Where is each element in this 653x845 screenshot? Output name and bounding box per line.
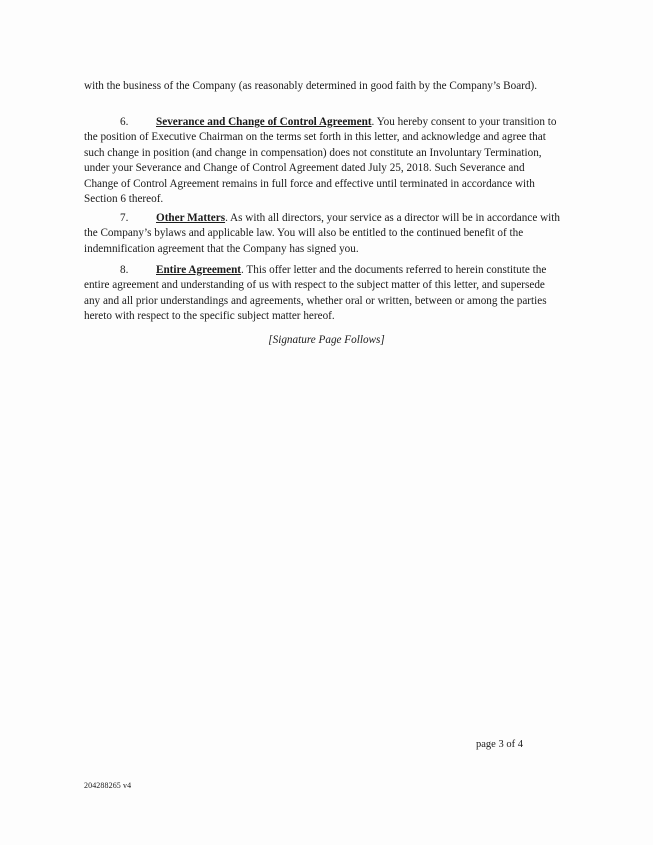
section-7-number: 7.: [120, 212, 129, 224]
section-8-paragraph: [84, 263, 560, 325]
intro-paragraph: [84, 79, 560, 94]
signature-page-note: [Signature Page Follows]: [268, 334, 385, 346]
section-6-number: 6.: [120, 116, 129, 128]
document-id: 204288265 v4: [84, 781, 132, 790]
section-6-paragraph: [84, 115, 560, 207]
section-8-number: 8.: [120, 264, 129, 276]
section-7-body: . As with all directors, your service as a director will be in accordance with the Company’s bylaws and applicable law. You will also be entitled to the continued benefit of the indemnification agreement that the Company has signed you.: [84, 212, 560, 255]
page-number: page 3 of 4: [476, 739, 523, 750]
section-7-title: Other Matters: [156, 212, 226, 224]
intro-text: with the business of the Company (as reasonably determined in good faith by the Company’s Board).: [84, 80, 538, 92]
section-6-title: Severance and Change of Control Agreement: [156, 116, 372, 128]
section-7-paragraph: [84, 211, 560, 257]
section-8-body: . This offer letter and the documents referred to herein constitute the entire agreement and understanding of us with respect to the subject matter of this letter, and supersede any and all prior understandings and agreements, whether oral or written, between or among the parties hereto with respect to the specific subject matter hereof.: [84, 264, 547, 323]
section-8-title: Entire Agreement: [156, 264, 242, 276]
section-6-body: . You hereby consent to your transition to the position of Executive Chairman on the terms set forth in this letter, and acknowledge and agree that such change in position (and change in compensation) does not constitute an Involuntary Termination, under your Severance and Change of Control Agreement dated July 25, 2018. Such Severance and Change of Control Agreement remains in full force and effective until terminated in accordance with Section 6 thereof.: [84, 116, 557, 206]
